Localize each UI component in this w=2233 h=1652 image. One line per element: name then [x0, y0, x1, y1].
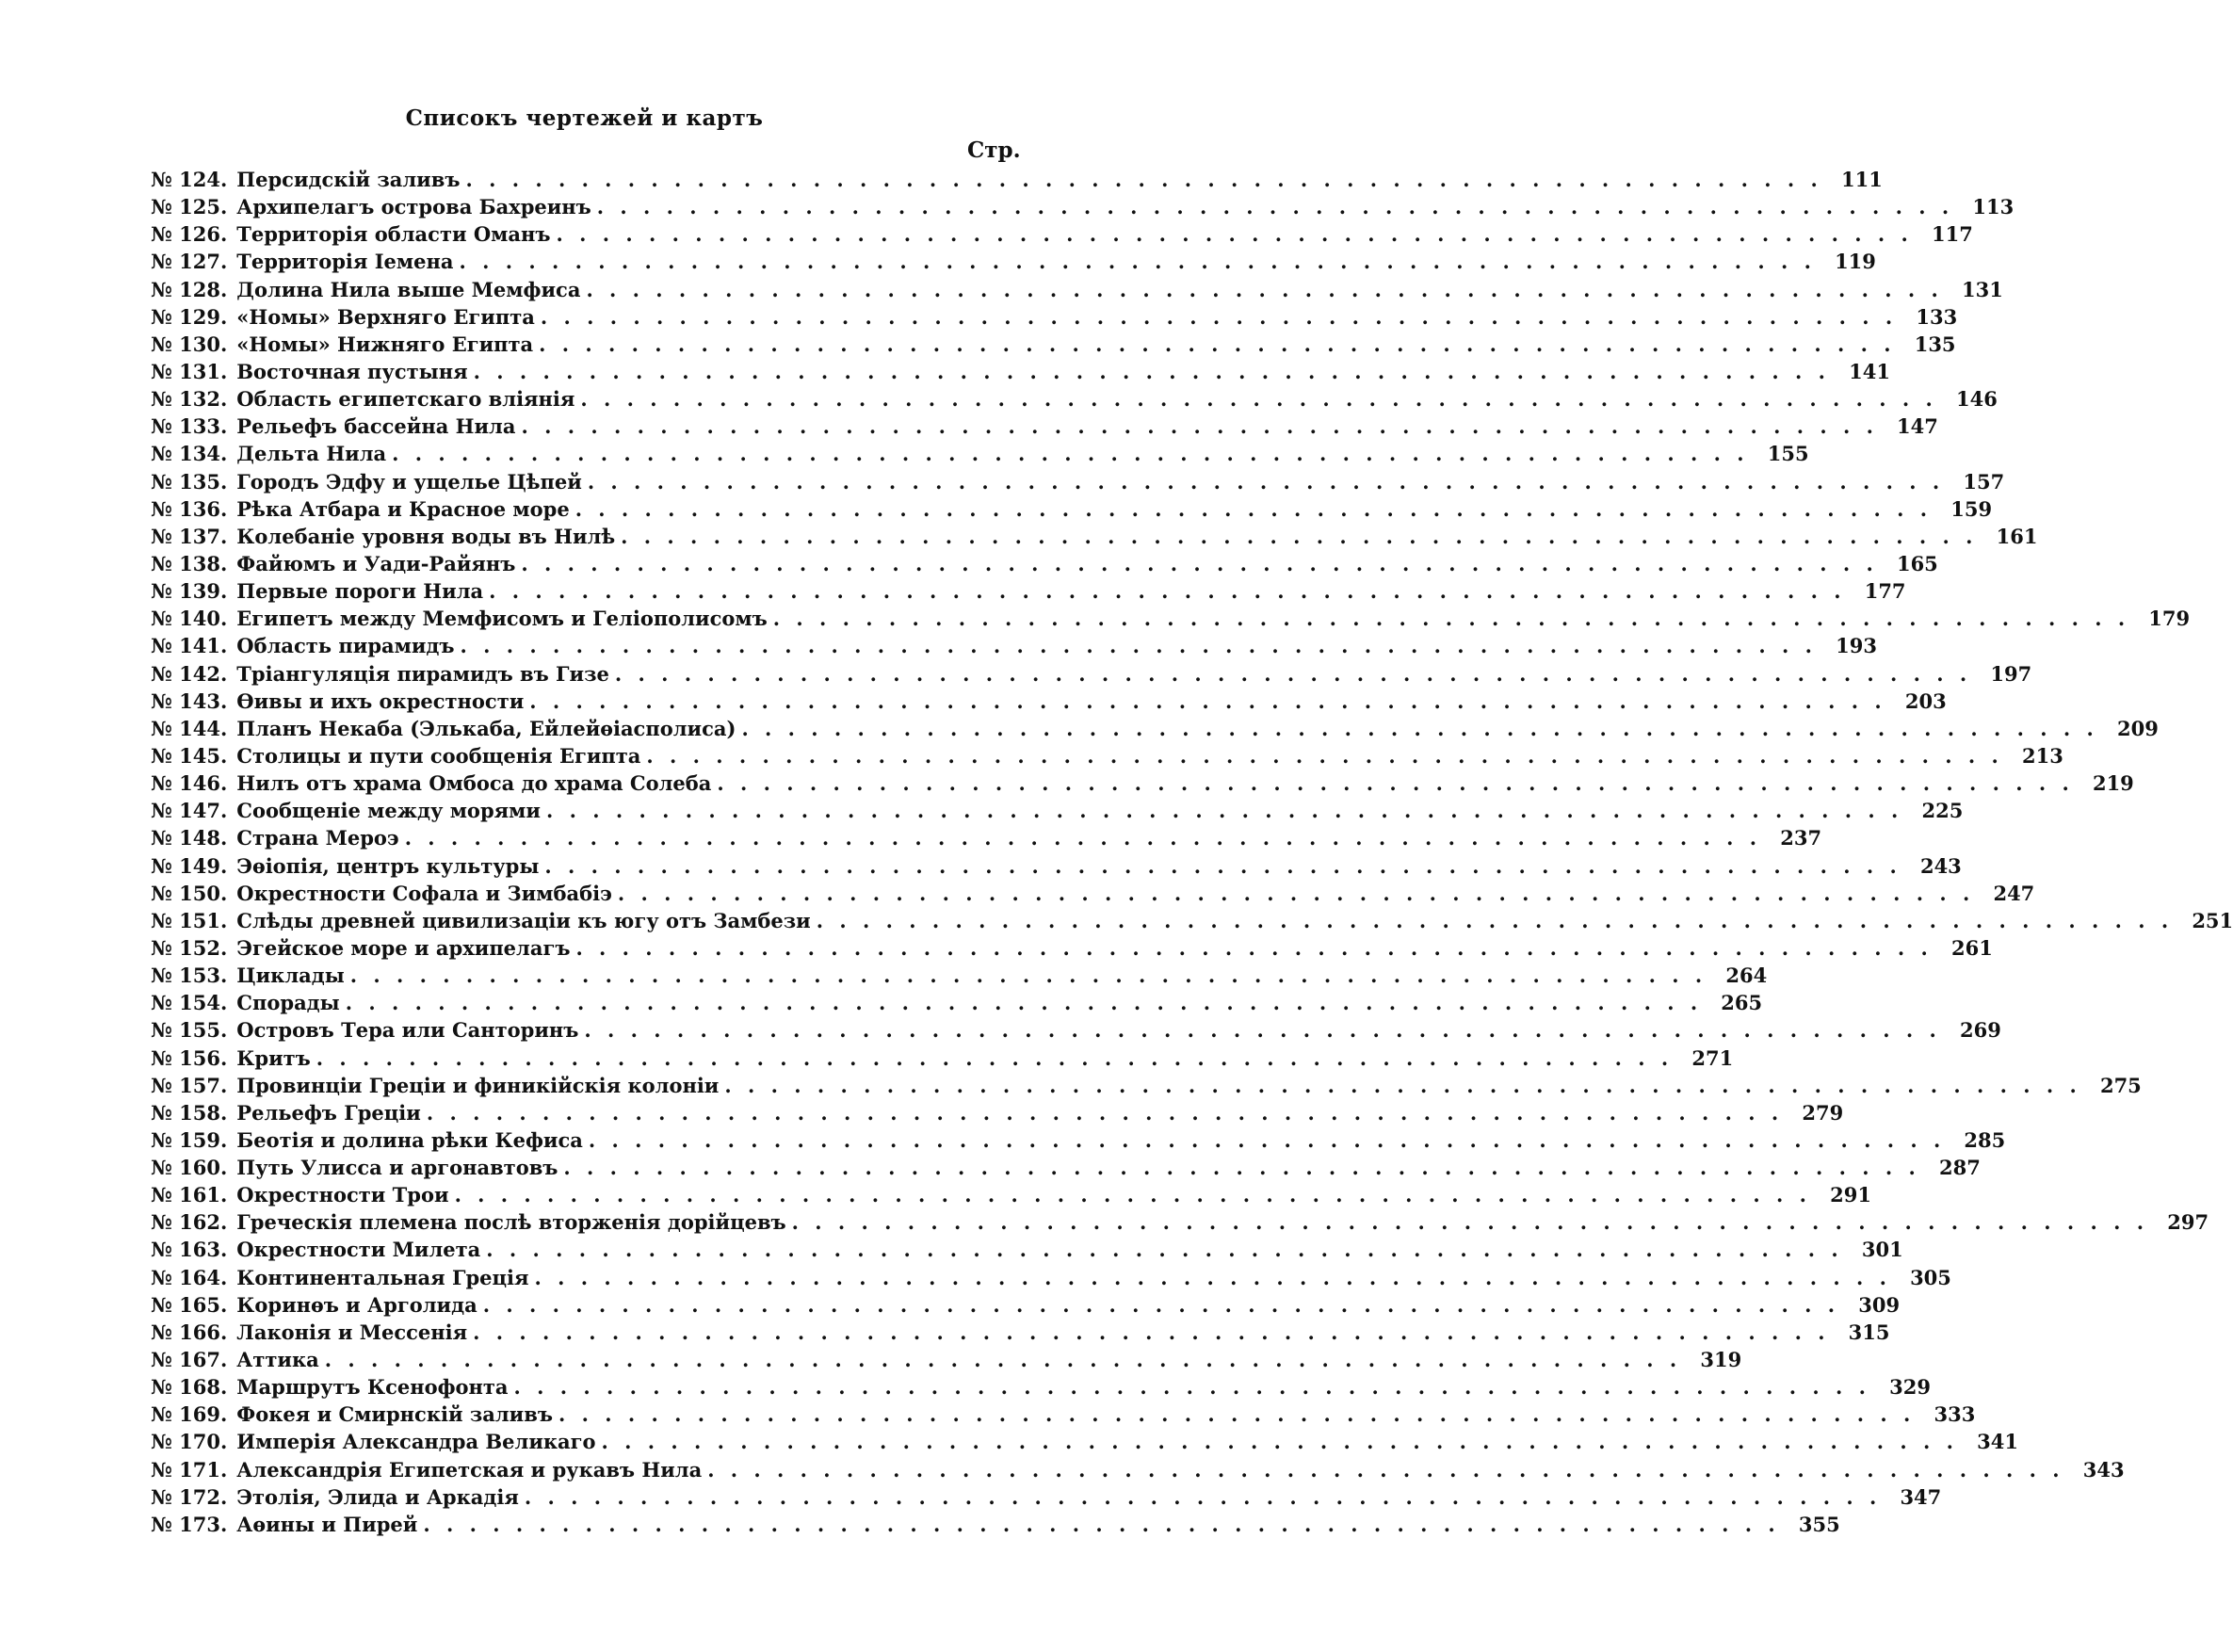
entry-number: № 172.	[151, 1484, 228, 1509]
entry-page: 155	[1767, 442, 1809, 466]
entry-title: Аттика	[236, 1348, 319, 1372]
entry-page: 159	[1950, 496, 1993, 521]
entry-title: Окрестности Милета	[236, 1238, 481, 1262]
toc-entry	[151, 1375, 1931, 1402]
entry-title: Нилъ отъ храма Омбоса до храма Солеба	[236, 771, 712, 796]
entry-title: Область египетскаго вліянія	[236, 387, 575, 412]
toc-entry	[151, 195, 2015, 222]
toc-entry	[151, 442, 1809, 469]
toc-entry	[151, 332, 1956, 360]
dot-leader	[575, 497, 1932, 521]
entry-title: Файюмъ и Уади-Райянъ	[236, 551, 516, 575]
toc-entry	[151, 771, 2134, 799]
entry-title: Коринѳъ и Арголида	[236, 1292, 477, 1317]
entry-page: 177	[1864, 579, 1906, 604]
entry-number: № 163.	[151, 1238, 228, 1262]
toc-entry	[151, 1045, 1734, 1074]
entry-page: 347	[1900, 1484, 1942, 1509]
entry-title: Городъ Эдфу и ущелье Цѣпей	[236, 469, 582, 494]
dot-leader	[521, 414, 1877, 438]
entry-page: 297	[2167, 1210, 2209, 1235]
entry-page: 247	[1993, 881, 2035, 905]
entry-number: № 128.	[151, 277, 228, 301]
entry-number: № 142.	[151, 661, 228, 686]
toc-entry	[151, 1484, 1942, 1513]
entry-title: Критъ	[236, 1045, 311, 1070]
dot-leader	[529, 689, 1885, 713]
dot-leader	[539, 332, 1895, 356]
dot-leader	[525, 1485, 1881, 1509]
entry-page: 165	[1896, 551, 1938, 575]
toc-entry	[151, 1183, 1871, 1210]
entry-title: «Номы» Верхняго Египта	[236, 304, 535, 329]
entry-title: Окрестности Трои	[236, 1183, 449, 1207]
entry-page: 269	[1959, 1018, 2001, 1043]
entry-number: № 156.	[151, 1045, 228, 1070]
entry-number: № 151.	[151, 908, 228, 932]
entry-page: 225	[1921, 799, 1964, 823]
entry-page: 341	[1977, 1430, 2018, 1454]
dot-leader	[392, 442, 1748, 465]
entry-title: Греческія племена послѣ вторженія дорійцевъ	[236, 1210, 786, 1235]
entry-page: 213	[2021, 743, 2063, 768]
toc-entry	[151, 359, 1890, 387]
page-column-label: Стр.	[967, 138, 1021, 163]
entry-title: Территорія области Оманъ	[236, 222, 551, 247]
entry-number: № 173.	[151, 1512, 228, 1536]
entry-number: № 162.	[151, 1210, 228, 1235]
entry-page: 179	[2148, 607, 2191, 631]
entry-number: № 140.	[151, 607, 228, 631]
entry-title: Лаконія и Мессенія	[236, 1320, 468, 1344]
toc-entry	[151, 1018, 2001, 1045]
toc-entry	[151, 1457, 2125, 1485]
dot-leader	[586, 278, 1942, 301]
entry-number: № 131.	[151, 359, 228, 383]
entry-number: № 153.	[151, 964, 228, 988]
entry-number: № 159.	[151, 1127, 228, 1152]
entry-number: № 125.	[151, 195, 228, 219]
entry-title: Путь Улисса и аргонавтовъ	[236, 1156, 558, 1180]
entry-number: № 145.	[151, 743, 228, 768]
dot-leader	[346, 991, 1702, 1014]
toc-entry	[151, 250, 1876, 277]
entry-title: Беотія и долина рѣки Кефиса	[236, 1127, 583, 1152]
toc-entry	[151, 387, 1998, 414]
entry-number: № 133.	[151, 414, 228, 439]
entry-number: № 155.	[151, 1018, 228, 1043]
dot-leader	[405, 826, 1761, 850]
toc-entry	[151, 551, 1938, 579]
toc-entry	[151, 1402, 1976, 1430]
entry-page: 271	[1691, 1045, 1734, 1070]
toc-list	[151, 168, 2233, 1540]
entry-title: Восточная пустыня	[236, 359, 468, 383]
toc-entry	[151, 853, 1962, 882]
entry-number: № 136.	[151, 496, 228, 521]
entry-page: 319	[1700, 1348, 1742, 1372]
toc-entry	[151, 469, 2005, 497]
entry-page: 355	[1798, 1512, 1840, 1536]
dot-leader	[325, 1348, 1681, 1371]
entry-title: Тріангуляція пирамидъ въ Гизе	[236, 661, 609, 686]
dot-leader	[584, 1018, 1940, 1042]
entry-page: 157	[1963, 469, 2005, 494]
toc-entry	[151, 661, 2032, 689]
entry-title: Аѳины и Пирей	[236, 1512, 418, 1536]
toc-entry	[151, 991, 1763, 1018]
entry-page: 285	[1964, 1127, 2006, 1152]
dot-leader	[792, 1210, 2148, 1234]
entry-number: № 154.	[151, 991, 228, 1015]
entry-title: Рельефъ бассейна Нила	[236, 414, 516, 439]
entry-page: 291	[1830, 1183, 1871, 1207]
entry-number: № 141.	[151, 634, 228, 658]
entry-page: 287	[1938, 1156, 1981, 1180]
toc-entry	[151, 496, 1993, 525]
dot-leader	[465, 168, 1821, 191]
entry-number: № 129.	[151, 304, 228, 329]
entry-title: Провинціи Греціи и финикійскія колоніи	[236, 1073, 720, 1097]
toc-entry	[151, 524, 2038, 552]
dot-leader	[546, 799, 1902, 822]
entry-page: 146	[1955, 387, 1998, 412]
entry-number: № 127.	[151, 250, 228, 274]
toc-entry	[151, 222, 1973, 250]
entry-page: 219	[2092, 771, 2134, 796]
entry-page: 343	[2082, 1457, 2125, 1482]
entry-page: 275	[2099, 1073, 2142, 1097]
dot-leader	[597, 195, 1953, 219]
entry-number: № 143.	[151, 688, 228, 713]
entry-title: Циклады	[236, 964, 345, 988]
dot-leader	[602, 1430, 1958, 1453]
entry-page: 265	[1721, 991, 1763, 1015]
toc-entry	[151, 634, 1877, 661]
dot-leader	[350, 964, 1707, 987]
entry-page: 264	[1725, 964, 1768, 988]
entry-title: Территорія Іемена	[236, 250, 454, 274]
dot-leader	[541, 305, 1897, 329]
dot-leader	[741, 717, 2097, 740]
entry-title: Фокея и Смирнскій заливъ	[236, 1402, 553, 1427]
entry-number: № 144.	[151, 716, 228, 740]
dot-leader	[724, 1074, 2080, 1097]
toc-entry	[151, 826, 1822, 853]
toc-entry	[151, 607, 2191, 634]
entry-number: № 165.	[151, 1292, 228, 1317]
dot-leader	[580, 387, 1936, 411]
toc-entry	[151, 1100, 1844, 1128]
toc-entry	[151, 1430, 2018, 1457]
toc-entry	[151, 1073, 2142, 1101]
entry-page: 119	[1835, 250, 1876, 274]
toc-entry	[151, 1512, 1840, 1540]
entry-title: Рельефъ Греціи	[236, 1100, 421, 1125]
toc-entry	[151, 1265, 1951, 1293]
entry-number: № 147.	[151, 799, 228, 823]
toc-entry	[151, 1210, 2209, 1238]
entry-title: Рѣка Атбара и Красное море	[236, 496, 570, 521]
entry-number: № 168.	[151, 1375, 228, 1400]
dot-leader	[461, 634, 1817, 657]
entry-title: Долина Нила выше Мемфиса	[236, 277, 581, 301]
entry-page: 133	[1916, 304, 1958, 329]
entry-page: 193	[1836, 634, 1877, 658]
entry-page: 333	[1934, 1402, 1976, 1427]
entry-number: № 134.	[151, 442, 228, 466]
entry-number: № 171.	[151, 1457, 228, 1482]
toc-entry	[151, 579, 1906, 607]
toc-entry	[151, 688, 1947, 717]
entry-title: Эѳіопія, центръ культуры	[236, 853, 540, 878]
entry-title: Имперія Александра Великаго	[236, 1430, 596, 1454]
entry-page: 279	[1802, 1100, 1844, 1125]
entry-page: 111	[1841, 168, 1883, 191]
entry-number: № 160.	[151, 1156, 228, 1180]
entry-title: Ѳивы и ихъ окрестности	[236, 688, 525, 713]
dot-leader	[707, 1458, 2063, 1482]
entry-number: № 161.	[151, 1183, 228, 1207]
entry-number: № 150.	[151, 881, 228, 905]
entry-page: 117	[1932, 222, 1973, 247]
entry-number: № 152.	[151, 935, 228, 960]
dot-leader	[486, 1238, 1842, 1261]
toc-entry	[151, 1292, 1901, 1320]
dot-leader	[589, 1128, 1945, 1152]
toc-entry	[151, 168, 1883, 195]
entry-number: № 170.	[151, 1430, 228, 1454]
entry-title: Столицы и пути сообщенія Египта	[236, 743, 641, 768]
entry-number: № 169.	[151, 1402, 228, 1427]
entry-page: 131	[1962, 277, 2003, 301]
dot-leader	[556, 222, 1912, 246]
entry-title: Островъ Тера или Санторинъ	[236, 1018, 579, 1043]
entry-title: Первые пороги Нила	[236, 579, 484, 604]
toc-entry	[151, 1127, 2006, 1156]
dot-leader	[473, 1320, 1829, 1344]
toc-entry	[151, 935, 1993, 964]
dot-leader	[455, 1183, 1811, 1207]
dot-leader	[514, 1375, 1870, 1399]
entry-page: 305	[1910, 1265, 1951, 1289]
entry-page: 135	[1914, 332, 1956, 356]
entry-page: 315	[1848, 1320, 1890, 1344]
dot-leader	[646, 744, 2002, 768]
entry-page: 243	[1919, 853, 1962, 878]
toc-entry	[151, 743, 2063, 771]
entry-number: № 132.	[151, 387, 228, 412]
entry-number: № 166.	[151, 1320, 228, 1344]
entry-page: 329	[1889, 1375, 1931, 1400]
dot-leader	[563, 1156, 1919, 1179]
entry-number: № 149.	[151, 853, 228, 878]
entry-number: № 139.	[151, 579, 228, 604]
entry-page: 261	[1951, 935, 1993, 960]
entry-page: 309	[1858, 1292, 1901, 1317]
entry-title: Спорады	[236, 991, 340, 1015]
entry-number: № 126.	[151, 222, 228, 247]
dot-leader	[588, 470, 1944, 494]
toc-entry	[151, 1238, 1903, 1265]
entry-title: Окрестности Софала и Зимбабіэ	[236, 881, 612, 905]
dot-leader	[474, 360, 1830, 383]
dot-leader	[427, 1101, 1783, 1125]
dot-leader	[558, 1402, 1915, 1426]
entry-page: 147	[1897, 414, 1938, 439]
entry-page: 203	[1904, 688, 1947, 713]
entry-title: Архипелагъ острова Бахреинъ	[236, 195, 591, 219]
entry-page: 301	[1861, 1238, 1903, 1262]
dot-leader	[535, 1266, 1891, 1289]
dot-leader	[817, 909, 2173, 932]
entry-number: № 167.	[151, 1348, 228, 1372]
entry-title: Страна Мероэ	[236, 826, 399, 850]
entry-page: 251	[2192, 908, 2233, 932]
dot-leader	[489, 579, 1845, 603]
dot-leader	[483, 1293, 1839, 1317]
toc-entry	[151, 799, 1964, 826]
dot-leader	[460, 250, 1816, 273]
entry-title: Персидскій заливъ	[236, 168, 461, 191]
dot-leader	[316, 1046, 1673, 1070]
entry-number: № 124.	[151, 168, 228, 191]
toc-entry	[151, 414, 1938, 442]
entry-number: № 158.	[151, 1100, 228, 1125]
entry-title: Континентальная Греція	[236, 1265, 529, 1289]
entry-number: № 157.	[151, 1073, 228, 1097]
dot-leader	[521, 552, 1877, 575]
entry-number: № 146.	[151, 771, 228, 796]
dot-leader	[717, 771, 2073, 795]
entry-page: 209	[2117, 716, 2159, 740]
entry-title: Планъ Некаба (Элькаба, Ейлейѳіасполиса)	[236, 716, 736, 740]
entry-page: 141	[1849, 359, 1890, 383]
entry-title: Эгейское море и архипелагъ	[236, 935, 571, 960]
entry-title: Слѣды древней цивилизаціи къ югу отъ Замбези	[236, 908, 811, 932]
toc-entry	[151, 964, 1768, 991]
toc-entry	[151, 908, 2233, 936]
entry-page: 237	[1780, 826, 1822, 850]
entry-number: № 138.	[151, 551, 228, 575]
dot-leader	[544, 854, 1901, 878]
entry-page: 161	[1996, 524, 2038, 548]
toc-entry	[151, 1348, 1742, 1375]
entry-number: № 137.	[151, 524, 228, 548]
entry-title: Александрія Египетская и рукавъ Нила	[236, 1457, 703, 1482]
dot-leader	[575, 936, 1932, 960]
dot-leader	[621, 525, 1977, 548]
entry-title: «Номы» Нижняго Египта	[236, 332, 534, 356]
entry-title: Маршрутъ Ксенофонта	[236, 1375, 509, 1400]
entry-title: Дельта Нила	[236, 442, 387, 466]
toc-entry	[151, 881, 2035, 909]
entry-number: № 130.	[151, 332, 228, 356]
dot-leader	[618, 882, 1974, 905]
entry-number: № 148.	[151, 826, 228, 850]
entry-page: 197	[1990, 661, 2032, 686]
page-title: Списокъ чертежей и картъ	[405, 105, 764, 131]
entry-number: № 164.	[151, 1265, 228, 1289]
entry-title: Египетъ между Мемфисомъ и Геліополисомъ	[236, 607, 768, 631]
toc-entry	[151, 716, 2159, 744]
dot-leader	[423, 1513, 1779, 1536]
toc-entry	[151, 277, 2003, 305]
entry-title: Область пирамидъ	[236, 634, 455, 658]
dot-leader	[615, 662, 1971, 686]
toc-entry	[151, 1156, 1981, 1183]
entry-title: Этолія, Элида и Аркадія	[236, 1484, 519, 1509]
toc-entry	[151, 1320, 1890, 1348]
entry-page: 113	[1972, 195, 2015, 219]
entry-title: Колебаніе уровня воды въ Нилѣ	[236, 524, 616, 548]
entry-number: № 135.	[151, 469, 228, 494]
toc-entry	[151, 304, 1958, 332]
entry-title: Сообщеніе между морями	[236, 799, 541, 823]
dot-leader	[773, 607, 2129, 630]
